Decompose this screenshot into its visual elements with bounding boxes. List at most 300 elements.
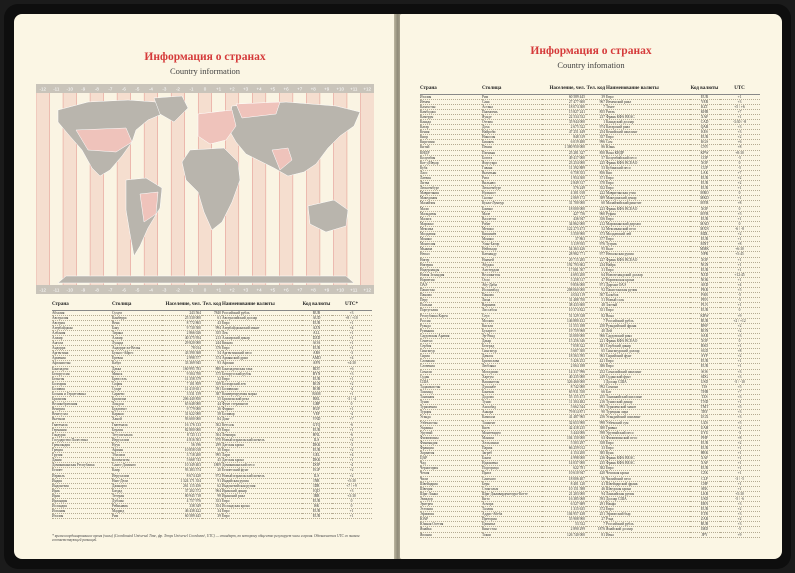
table-cell: Куба bbox=[420, 165, 482, 170]
table-cell: Австралийский доллар bbox=[222, 315, 302, 320]
table-cell: 9 779 000 bbox=[162, 407, 202, 412]
table-cell: Оттава bbox=[482, 119, 542, 124]
table-cell: Чад bbox=[420, 461, 482, 466]
table-cell: 40 235 000 bbox=[542, 374, 586, 379]
column-header: Наименование валюты bbox=[222, 302, 275, 307]
table-cell: Колумбийский песо bbox=[606, 155, 690, 160]
table-cell: Эстония bbox=[420, 507, 482, 512]
table-cell: +5 bbox=[720, 211, 760, 216]
table-cell: ETB bbox=[690, 512, 720, 517]
table-cell: +7 bbox=[332, 417, 372, 422]
table-cell: +1 bbox=[332, 392, 372, 397]
time-zone-label: +6 bbox=[283, 287, 289, 293]
time-zone-label: -4 bbox=[148, 287, 153, 293]
table-cell: UZS bbox=[690, 420, 720, 425]
table-cell: 18 563 595 bbox=[542, 354, 586, 359]
table-cell: Кабул bbox=[112, 361, 162, 366]
table-cell: Греция bbox=[52, 448, 112, 453]
table-cell: Гривна bbox=[606, 425, 690, 430]
table-cell: CAD bbox=[690, 119, 720, 124]
table-cell: CHF bbox=[690, 481, 720, 486]
table-cell: 36 bbox=[202, 407, 222, 412]
table-cell: +3 bbox=[720, 130, 760, 135]
table-cell: Польша bbox=[420, 303, 482, 308]
table-cell: +3 bbox=[720, 410, 760, 415]
table-cell: 250 bbox=[586, 323, 606, 328]
table-cell: 6 527 689 bbox=[542, 502, 586, 507]
table-cell: 23 254 000 bbox=[542, 160, 586, 165]
table-cell: Ирландия bbox=[52, 498, 112, 503]
table-cell: 84 bbox=[202, 417, 222, 422]
table-cell: Великобритания bbox=[52, 402, 112, 407]
table-cell: Андорра bbox=[52, 346, 112, 351]
table-cell: 2 675 522 bbox=[542, 125, 586, 130]
table-cell: 977 bbox=[586, 252, 606, 257]
table-cell: 126 740 000 bbox=[542, 532, 586, 537]
table-cell: +1 bbox=[332, 376, 372, 381]
table-cell: 33 000 000 bbox=[542, 333, 586, 338]
table-cell: Амстердам bbox=[482, 267, 542, 272]
table-cell: -4 bbox=[332, 412, 372, 417]
table-cell: 31 488 700 bbox=[542, 298, 586, 303]
table-cell: Кито bbox=[482, 496, 542, 501]
table-cell: 252 bbox=[586, 369, 606, 374]
table-cell: +3 bbox=[720, 395, 760, 400]
table-cell: 22 534 532 bbox=[542, 114, 586, 119]
table-cell: Берлин bbox=[112, 427, 162, 432]
table-cell: SYP bbox=[690, 354, 720, 359]
table-cell: Япония bbox=[420, 532, 482, 537]
table-cell: PEN bbox=[690, 298, 720, 303]
table-cell: Фунт стерлингов bbox=[222, 402, 302, 407]
table-cell: VEF bbox=[302, 412, 332, 417]
time-zone-label: -9 bbox=[81, 287, 86, 293]
table-cell: EUR bbox=[690, 364, 720, 369]
time-zone-label: +7 bbox=[297, 86, 303, 92]
time-zone-label: -6 bbox=[121, 86, 126, 92]
column-header: Код валюты bbox=[302, 302, 331, 307]
table-cell: Норвегия bbox=[420, 277, 482, 282]
table-cell: +7 bbox=[720, 109, 760, 114]
table-cell: 970 bbox=[202, 437, 222, 442]
table-cell: AUD bbox=[302, 315, 332, 320]
table-cell: Кот-д'Ивуар bbox=[420, 160, 482, 165]
table-cell: -3 bbox=[720, 430, 760, 435]
table-cell: +1 bbox=[332, 514, 372, 519]
table-cell: 5 503 297 bbox=[542, 440, 586, 445]
table-cell: Рэнд bbox=[606, 517, 690, 522]
table-cell: KES bbox=[690, 130, 720, 135]
table-cell: MRO bbox=[690, 191, 720, 196]
table-cell: +2 bbox=[720, 354, 760, 359]
table-cell: Дамаск bbox=[482, 354, 542, 359]
table-cell: 17 081 507 bbox=[542, 267, 586, 272]
table-cell: Евро bbox=[606, 440, 690, 445]
table-cell: 256 bbox=[586, 415, 606, 420]
table-cell: Иена bbox=[606, 532, 690, 537]
table-cell: 880 bbox=[202, 366, 222, 371]
table-cell: MDL bbox=[690, 232, 720, 237]
table-cell: 39 bbox=[202, 514, 222, 519]
time-zone-label: +10 bbox=[336, 287, 345, 293]
table-cell: 82 800 000 bbox=[162, 427, 202, 432]
table-cell: 598 bbox=[586, 430, 606, 435]
table-cell: Сенегал bbox=[420, 339, 482, 344]
table-cell: Монако bbox=[482, 237, 542, 242]
table-cell: 14 317 996 bbox=[542, 369, 586, 374]
table-cell: Бразилиа bbox=[112, 397, 162, 402]
table-cell: 1 315 635 bbox=[542, 507, 586, 512]
table-cell: +1 bbox=[720, 257, 760, 262]
table-cell: +3 bbox=[720, 369, 760, 374]
table-cell: Сомали bbox=[420, 369, 482, 374]
table-cell: Куна bbox=[606, 451, 690, 456]
country-info-table bbox=[420, 86, 760, 538]
table-cell: Эфиопский быр bbox=[606, 512, 690, 517]
table-cell: 4 757 976 bbox=[162, 498, 202, 503]
table-cell: Венесуэла bbox=[52, 412, 112, 417]
time-zone-label: -6 bbox=[121, 287, 126, 293]
table-cell: 7 058 322 bbox=[542, 344, 586, 349]
table-cell: 2 064 188 bbox=[542, 364, 586, 369]
table-cell: 234 bbox=[586, 262, 606, 267]
table-cell: JPY bbox=[690, 532, 720, 537]
table-cell: XOF bbox=[690, 206, 720, 211]
time-zone-stripe bbox=[360, 93, 374, 285]
table-cell: Шведская крона bbox=[606, 486, 690, 491]
table-cell: Братислава bbox=[482, 359, 542, 364]
table-cell: Непал bbox=[420, 252, 482, 257]
table-cell: +5 bbox=[720, 288, 760, 293]
table-cell: CZK bbox=[690, 471, 720, 476]
table-cell: 9 856 000 bbox=[542, 282, 586, 287]
table-cell: 16 176 133 bbox=[162, 422, 202, 427]
table-cell: 104 957 438 bbox=[542, 512, 586, 517]
table-cell: DOP bbox=[302, 463, 332, 468]
table-cell: Сербия bbox=[420, 344, 482, 349]
table-cell: 4 301 018 bbox=[542, 191, 586, 196]
table-cell: EUR bbox=[690, 507, 720, 512]
table-cell: Рабат bbox=[482, 221, 542, 226]
table-cell: 33 bbox=[586, 445, 606, 450]
table-cell: Молдавия bbox=[420, 232, 482, 237]
table-cell: 227 bbox=[586, 257, 606, 262]
table-cell: 34 862 000 bbox=[542, 221, 586, 226]
table-cell: Пекин bbox=[482, 145, 542, 150]
table-cell: 377 bbox=[586, 237, 606, 242]
table-cell: +1 bbox=[720, 267, 760, 272]
table-cell: SOS bbox=[690, 369, 720, 374]
table-cell: 8 772 865 bbox=[162, 320, 202, 325]
table-cell: Бразилия bbox=[52, 397, 112, 402]
table-cell: 54 363 426 bbox=[542, 247, 586, 252]
table-cell: +3 bbox=[720, 512, 760, 517]
table-cell: 967 bbox=[586, 99, 606, 104]
table-cell: 40 bbox=[586, 328, 606, 333]
table-cell: Рейкьявик bbox=[112, 504, 162, 509]
table-cell: Нидерланды bbox=[420, 267, 482, 272]
table-cell: Бангладеш bbox=[52, 366, 112, 371]
table-cell: THB bbox=[690, 389, 720, 394]
table-cell: Аддис-Абеба bbox=[482, 512, 542, 517]
table-cell: ALL bbox=[302, 330, 332, 335]
table-cell: Гватемала bbox=[112, 422, 162, 427]
table-cell: Ташкент bbox=[482, 420, 542, 425]
table-cell: Новый израильский шекель bbox=[222, 437, 302, 442]
table-cell: Копенгаген bbox=[112, 458, 162, 463]
table-cell: Евро bbox=[606, 216, 690, 221]
table-cell: +5 bbox=[720, 420, 760, 425]
table-cell: XOF bbox=[690, 257, 720, 262]
time-zone-label: -9 bbox=[81, 86, 86, 92]
table-cell: +2 bbox=[332, 468, 372, 473]
table-cell: 41 487 965 bbox=[542, 415, 586, 420]
table-cell: EUR bbox=[690, 308, 720, 313]
table-cell: 49 bbox=[202, 427, 222, 432]
column-header: UTC* bbox=[344, 302, 359, 307]
table-cell: Афины bbox=[112, 448, 162, 453]
table-cell: +1 bbox=[720, 481, 760, 486]
table-cell: Нейпьидо bbox=[482, 247, 542, 252]
table-cell: Франк КФА BCEAO bbox=[606, 160, 690, 165]
table-cell: EUR bbox=[690, 267, 720, 272]
column-header: Страна bbox=[420, 86, 437, 91]
table-cell: Сингапур bbox=[420, 349, 482, 354]
table-cell: AOA bbox=[302, 341, 332, 346]
table-cell: 235 bbox=[586, 461, 606, 466]
table-cell: Босния и Герцеговина bbox=[52, 392, 112, 397]
table-cell: 65 648 000 bbox=[162, 402, 202, 407]
table-cell: Доминиканский песо bbox=[222, 463, 302, 468]
table-cell: 122 273 473 bbox=[542, 226, 586, 231]
table-cell: +1 bbox=[720, 277, 760, 282]
table-cell: 27 bbox=[586, 517, 606, 522]
table-cell: Рим bbox=[112, 514, 162, 519]
table-cell: Хельсинки bbox=[482, 440, 542, 445]
table-cell: 56 bbox=[586, 476, 606, 481]
table-cell: GEL bbox=[302, 453, 332, 458]
table-cell: Испания bbox=[52, 509, 112, 514]
time-zone-label: +12 bbox=[363, 287, 372, 293]
table-cell: Албания bbox=[52, 330, 112, 335]
table-cell: 576 249 bbox=[542, 186, 586, 191]
table-cell: Турецкая лира bbox=[606, 410, 690, 415]
table-cell: 37 863 bbox=[542, 237, 586, 242]
table-cell: Сербский динар bbox=[606, 344, 690, 349]
table-cell: Алжир bbox=[112, 335, 162, 340]
table-cell: +2 bbox=[720, 328, 760, 333]
table-cell: +1 bbox=[720, 237, 760, 242]
table-cell: 3 531 159 bbox=[162, 392, 202, 397]
table-cell: 0 bbox=[332, 402, 372, 407]
table-cell: Монако bbox=[420, 237, 482, 242]
table-cell: Мавритания bbox=[420, 191, 482, 196]
table-cell: USD bbox=[690, 496, 720, 501]
table-cell: -3 bbox=[332, 442, 372, 447]
table-cell: Пакистанская рупия bbox=[606, 288, 690, 293]
table-cell: 46 bbox=[586, 486, 606, 491]
table-cell: 5 662 544 bbox=[542, 405, 586, 410]
table-cell: MNT bbox=[690, 242, 720, 247]
table-cell: +1 bbox=[332, 407, 372, 412]
table-cell: 359 bbox=[202, 381, 222, 386]
table-cell: Евро bbox=[606, 267, 690, 272]
table-cell: RON bbox=[690, 328, 720, 333]
table-cell: Дирхам ОАЭ bbox=[606, 282, 690, 287]
table-cell: Уганда bbox=[420, 415, 482, 420]
table-cell: MKD bbox=[690, 196, 720, 201]
table-cell: 421 bbox=[586, 359, 606, 364]
table-cell: PHP bbox=[690, 435, 720, 440]
table-cell: 1 324 171 354 bbox=[162, 478, 202, 483]
table-cell: EUR bbox=[690, 237, 720, 242]
table-cell: Саудовская Аравия bbox=[420, 333, 482, 338]
table-cell: 1 bbox=[586, 379, 606, 384]
table-cell: Бразильский реал bbox=[222, 397, 302, 402]
table-cell: Сукре bbox=[112, 386, 162, 391]
table-cell: ОАЭ bbox=[420, 282, 482, 287]
table-cell: +2 bbox=[332, 473, 372, 478]
time-zone-label: +9 bbox=[324, 287, 330, 293]
table-cell: +1 bbox=[332, 335, 372, 340]
table-cell: ILS bbox=[302, 473, 332, 478]
table-cell: 93 600 000 bbox=[162, 417, 202, 422]
table-cell: Мальта bbox=[420, 216, 482, 221]
table-cell: +1 bbox=[332, 509, 372, 514]
table-cell: 31 700 000 bbox=[542, 201, 586, 206]
table-cell: Хорватия bbox=[420, 451, 482, 456]
table-cell: 20 715 285 bbox=[542, 257, 586, 262]
table-cell: +7 bbox=[720, 170, 760, 175]
table-cell: Тбилиси bbox=[112, 453, 162, 458]
table-cell: Евро bbox=[606, 94, 690, 99]
table-cell: -6 bbox=[332, 432, 372, 437]
table-cell: Эр-Рияд bbox=[482, 333, 542, 338]
time-zone-label: -10 bbox=[66, 287, 74, 293]
table-cell: 375 bbox=[202, 371, 222, 376]
table-cell: RUB bbox=[690, 522, 720, 527]
table-cell: 389 bbox=[586, 196, 606, 201]
table-cell: Мавританская угия bbox=[606, 191, 690, 196]
table-cell: ARS bbox=[302, 351, 332, 356]
left-page bbox=[14, 14, 396, 559]
column-header: Страна bbox=[52, 302, 69, 307]
table-cell: Сухум bbox=[112, 310, 162, 315]
table-cell: Марокко bbox=[420, 221, 482, 226]
table-cell: EUR bbox=[690, 216, 720, 221]
table-cell: Непальская рупия bbox=[606, 252, 690, 257]
table-cell: 21 203 000 bbox=[542, 491, 586, 496]
footnote: * время координированное время (часы) (Coordinated Universal Time, фр. Temps Universel Coordonné, UTC) — стандарт, по которому общество регулирует часы и время. Обозначается UTC со знаком соответствующей разницей. bbox=[52, 534, 360, 543]
table-cell: 504 bbox=[202, 432, 222, 437]
world-time-zone-map bbox=[36, 84, 374, 294]
table-cell: EUR bbox=[690, 445, 720, 450]
table-cell: 8 401 120 bbox=[542, 481, 586, 486]
table-cell: 206 440 850 bbox=[162, 397, 202, 402]
table-cell: Абуджа bbox=[482, 262, 542, 267]
table-cell: Танзанийский шиллинг bbox=[606, 395, 690, 400]
table-cell: Исландская крона bbox=[222, 504, 302, 509]
table-cell: Рига bbox=[482, 176, 542, 181]
table-cell: UGX bbox=[690, 415, 720, 420]
table-cell: Лиссабон bbox=[482, 308, 542, 313]
table-cell: Перу bbox=[420, 298, 482, 303]
table-cell: Датская крона bbox=[222, 458, 302, 463]
time-zone-label: +5 bbox=[270, 287, 276, 293]
table-cell: Черногория bbox=[420, 466, 482, 471]
table-cell: BRL bbox=[302, 397, 332, 402]
table-cell: Белорусский рубль bbox=[222, 371, 302, 376]
table-cell: Филиппинский песо bbox=[606, 435, 690, 440]
table-cell: Монголия bbox=[420, 242, 482, 247]
time-zone-label: -2 bbox=[175, 287, 180, 293]
table-cell: +1 bbox=[332, 330, 372, 335]
table-cell: SGD bbox=[690, 349, 720, 354]
table-cell: 16 385 068 bbox=[542, 496, 586, 501]
table-cell: +1 bbox=[720, 114, 760, 119]
table-cell: Шри-Джаяварденепура-Котте bbox=[482, 491, 542, 496]
table-cell: KHR bbox=[690, 109, 720, 114]
table-cell: Джакарта bbox=[112, 483, 162, 488]
table-cell: 58 bbox=[202, 412, 222, 417]
table-cell: 972 bbox=[202, 473, 222, 478]
table-cell: RWF bbox=[690, 323, 720, 328]
time-zone-label: +12 bbox=[363, 86, 372, 92]
table-cell: США bbox=[420, 379, 482, 384]
table-cell: 7840 bbox=[202, 310, 222, 315]
table-cell: +4 bbox=[332, 356, 372, 361]
table-cell: HUF bbox=[302, 407, 332, 412]
time-zone-label: +6 bbox=[283, 86, 289, 92]
table-cell: 855 bbox=[586, 109, 606, 114]
table-cell: Нджамена bbox=[482, 461, 542, 466]
table-cell: Руандийский франк bbox=[606, 323, 690, 328]
table-cell: Любляна bbox=[482, 364, 542, 369]
table-cell: -3:30 / -8 bbox=[720, 119, 760, 124]
table-cell: Евро bbox=[606, 359, 690, 364]
table-cell: Тегусигальпа bbox=[112, 432, 162, 437]
table-cell: Дублин bbox=[112, 498, 162, 503]
table-cell: Казахстан bbox=[420, 104, 482, 109]
table-cell: Мьянма bbox=[420, 247, 482, 252]
table-cell: +2 bbox=[720, 425, 760, 430]
table-cell: 80 945 718 bbox=[162, 493, 202, 498]
table-cell: Кьят bbox=[606, 247, 690, 252]
table-cell: 3 718 200 bbox=[162, 453, 202, 458]
table-cell: 55 155 473 bbox=[542, 395, 586, 400]
table-cell: +1 bbox=[720, 186, 760, 191]
table-cell: +1 bbox=[720, 486, 760, 491]
table-cell: Берн bbox=[482, 481, 542, 486]
table-cell: 62 bbox=[202, 483, 222, 488]
table-cell: Нуук bbox=[112, 442, 162, 447]
table-cell: +2 bbox=[720, 323, 760, 328]
table-cell: CUP bbox=[690, 165, 720, 170]
table-cell: Люксембург bbox=[482, 186, 542, 191]
table-cell: Австралия bbox=[52, 315, 112, 320]
table-cell: София bbox=[112, 381, 162, 386]
table-cell: 54 bbox=[202, 351, 222, 356]
table-cell: BAM bbox=[302, 392, 332, 397]
table-cell: Сингапурский доллар bbox=[606, 349, 690, 354]
table-cell: Эквадор bbox=[420, 496, 482, 501]
table-cell: 44 bbox=[202, 402, 222, 407]
table-cell: Форинт bbox=[222, 407, 302, 412]
table-cell: Исландия bbox=[52, 504, 112, 509]
table-cell: +8 bbox=[720, 349, 760, 354]
table-cell: Бангладешская така bbox=[222, 366, 302, 371]
table-cell: +3 bbox=[720, 125, 760, 130]
